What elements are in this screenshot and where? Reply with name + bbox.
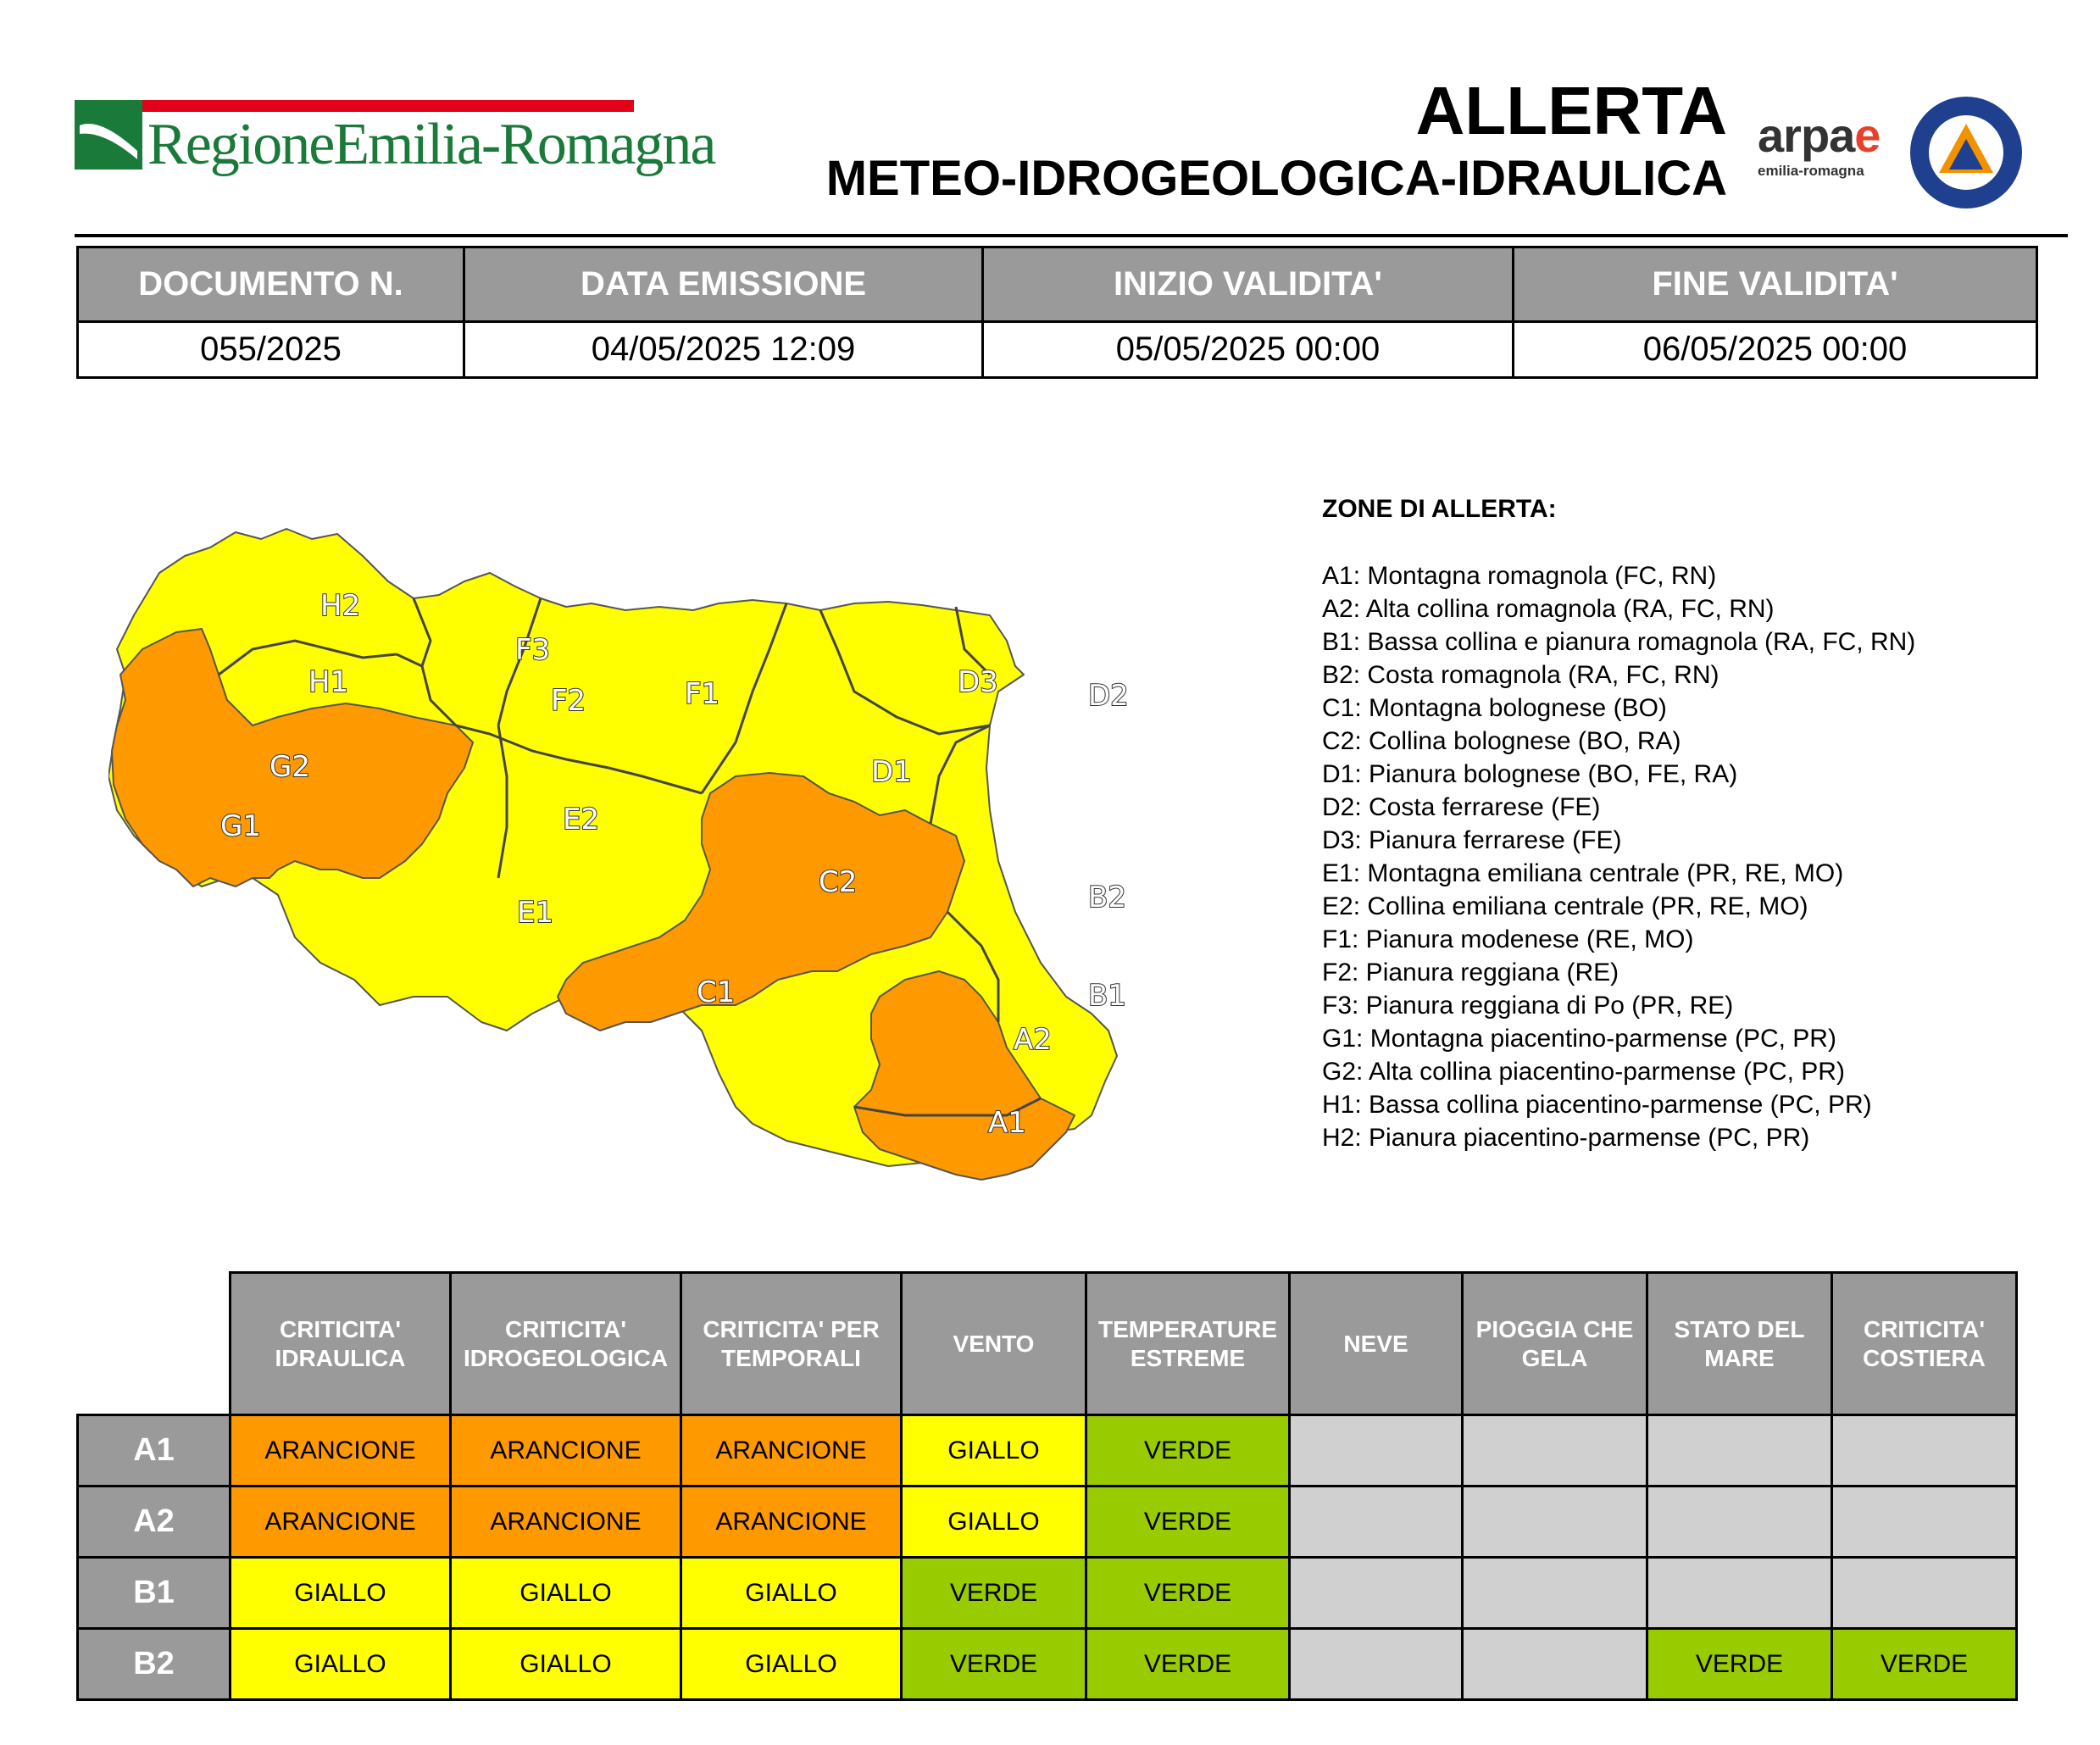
zone-item: F1: Pianura modenese (RE, MO) (1322, 925, 1694, 953)
map-label-b1: B1 (1088, 979, 1126, 1013)
zones-title: ZONE DI ALLERTA: (1322, 495, 1557, 523)
criticity-cell: VERDE (902, 1629, 1086, 1700)
region-logo-text: RegioneEmilia-Romagna (147, 112, 715, 177)
document-info-table (76, 246, 2038, 379)
criticity-cell: VERDE (1086, 1487, 1290, 1558)
criticity-cell (1290, 1629, 1463, 1700)
zone-item: E2: Collina emiliana centrale (PR, RE, MO) (1322, 892, 1808, 920)
document-value-row (78, 322, 2037, 378)
page-title: ALLERTA (1415, 73, 1727, 148)
criticity-cell (1832, 1558, 2017, 1629)
criticity-row-b2 (78, 1629, 2017, 1700)
criticity-cell: VERDE (1086, 1415, 1290, 1487)
zone-item: B1: Bassa collina e pianura romagnola (RA, FC, RN) (1322, 628, 1916, 656)
criticity-cell: VERDE (1086, 1629, 1290, 1700)
criticity-cell: VERDE (902, 1558, 1086, 1629)
criticity-corner (78, 1273, 231, 1415)
criticity-cell: ARANCIONE (231, 1415, 451, 1487)
criticity-cell (1832, 1487, 2017, 1558)
criticity-cell (1647, 1487, 1832, 1558)
row-zone-label: B2 (78, 1629, 231, 1700)
column-header-temperature-estreme: TEMPERATURE ESTREME (1086, 1273, 1290, 1415)
criticity-cell (1290, 1558, 1463, 1629)
arpae-logo-word: arpae (1758, 108, 1881, 162)
zone-item: C2: Collina bolognese (BO, RA) (1322, 727, 1681, 755)
criticity-cell (1463, 1487, 1647, 1558)
criticity-cell: GIALLO (231, 1558, 451, 1629)
criticity-cell (1832, 1415, 2017, 1487)
criticity-cell (1463, 1558, 1647, 1629)
criticity-cell: ARANCIONE (681, 1415, 902, 1487)
criticity-row-a1 (78, 1415, 2017, 1487)
criticity-cell (1290, 1415, 1463, 1487)
alert-zones-map (108, 522, 1176, 1183)
map-label-g1: G1 (220, 809, 261, 843)
logo-red-bar (108, 100, 634, 112)
map-label-b2: B2 (1088, 881, 1126, 914)
criticity-cell: VERDE (1832, 1629, 2017, 1700)
criticity-cell: VERDE (1086, 1558, 1290, 1629)
column-header-criticita-idrogeologica: CRITICITA' IDROGEOLOGICA (451, 1273, 681, 1415)
column-header-criticita-costiera: CRITICITA' COSTIERA (1832, 1273, 2017, 1415)
doc-number-header: DOCUMENTO N. (78, 247, 464, 322)
map-label-a2: A2 (1014, 1023, 1052, 1057)
map-label-c1: C1 (697, 975, 736, 1009)
page-subtitle: METEO-IDROGEOLOGICA-IDRAULICA (825, 151, 1727, 206)
arpae-logo (1758, 108, 1885, 188)
doc-emission-value: 04/05/2025 12:09 (464, 322, 983, 378)
criticity-table (76, 1271, 2018, 1701)
criticity-cell: GIALLO (902, 1487, 1086, 1558)
doc-end-header: FINE VALIDITA' (1514, 247, 2037, 322)
doc-end-value: 06/05/2025 00:00 (1514, 322, 2037, 378)
doc-start-header: INIZIO VALIDITA' (983, 247, 1514, 322)
criticity-cell (1463, 1415, 1647, 1487)
header-divider (75, 234, 2068, 237)
map-label-e2: E2 (563, 803, 600, 836)
map-label-g2: G2 (269, 750, 310, 784)
column-header-neve: NEVE (1290, 1273, 1463, 1415)
map-label-h2: H2 (320, 589, 361, 623)
criticity-cell: ARANCIONE (681, 1487, 902, 1558)
zone-item: G1: Montagna piacentino-parmense (PC, PR) (1322, 1025, 1836, 1053)
zone-item: H2: Pianura piacentino-parmense (PC, PR) (1322, 1124, 1810, 1152)
column-header-stato-del-mare: STATO DEL MARE (1647, 1273, 1832, 1415)
map-label-f3: F3 (515, 633, 551, 667)
criticity-cell: ARANCIONE (231, 1487, 451, 1558)
zone-item: D1: Pianura bolognese (BO, FE, RA) (1322, 760, 1738, 788)
column-header-vento: VENTO (902, 1273, 1086, 1415)
map-label-h1: H1 (308, 665, 349, 699)
zone-item: A1: Montagna romagnola (FC, RN) (1322, 562, 1717, 590)
criticity-cell: GIALLO (902, 1415, 1086, 1487)
criticity-cell (1647, 1558, 1832, 1629)
criticity-header-row (78, 1273, 2017, 1415)
zones-legend (1322, 495, 2068, 1154)
zone-item: B2: Costa romagnola (RA, FC, RN) (1322, 661, 1719, 689)
zone-item: E1: Montagna emiliana centrale (PR, RE, MO) (1322, 859, 1844, 887)
row-zone-label: B1 (78, 1558, 231, 1629)
criticity-cell: GIALLO (681, 1629, 902, 1700)
protezione-civile-seal-icon (1908, 95, 2024, 210)
zone-item: H1: Bassa collina piacentino-parmense (PC, PR) (1322, 1091, 1872, 1119)
map-label-c2: C2 (819, 865, 858, 899)
map-label-e1: E1 (517, 896, 554, 930)
row-zone-label: A1 (78, 1415, 231, 1487)
zone-item: D3: Pianura ferrarese (FE) (1322, 826, 1622, 854)
map-label-a1: A1 (988, 1106, 1026, 1140)
zone-item: C1: Montagna bolognese (BO) (1322, 694, 1667, 722)
zone-item: A2: Alta collina romagnola (RA, FC, RN) (1322, 595, 1775, 623)
zone-item: F3: Pianura reggiana di Po (PR, RE) (1322, 992, 1734, 1020)
criticity-body (78, 1415, 2017, 1700)
criticity-cell: GIALLO (451, 1629, 681, 1700)
criticity-cell: VERDE (1647, 1629, 1832, 1700)
zone-item: F2: Pianura reggiana (RE) (1322, 959, 1619, 986)
doc-start-value: 05/05/2025 00:00 (983, 322, 1514, 378)
column-header-criticita-idraulica: CRITICITA' IDRAULICA (231, 1273, 451, 1415)
criticity-row-a2 (78, 1487, 2017, 1558)
map-label-d1: D1 (871, 755, 912, 789)
doc-emission-header: DATA EMISSIONE (464, 247, 983, 322)
criticity-cell: GIALLO (231, 1629, 451, 1700)
zone-item: G2: Alta collina piacentino-parmense (PC, PR) (1322, 1058, 1845, 1086)
row-zone-label: A2 (78, 1487, 231, 1558)
criticity-cell: GIALLO (681, 1558, 902, 1629)
region-logo (75, 100, 715, 177)
column-header-pioggia-che-gela: PIOGGIA CHE GELA (1463, 1273, 1647, 1415)
criticity-cell: ARANCIONE (451, 1415, 681, 1487)
column-header-criticita-per-temporali: CRITICITA' PER TEMPORALI (681, 1273, 902, 1415)
map-label-d2: D2 (1088, 679, 1129, 713)
criticity-cell (1290, 1487, 1463, 1558)
region-flag-icon (75, 100, 142, 169)
criticity-cell: GIALLO (451, 1558, 681, 1629)
criticity-row-b1 (78, 1558, 2017, 1629)
zone-item: D2: Costa ferrarese (FE) (1322, 793, 1601, 821)
criticity-cell (1463, 1629, 1647, 1700)
doc-number-value: 055/2025 (78, 322, 464, 378)
map-label-f1: F1 (685, 677, 720, 711)
criticity-cell (1647, 1415, 1832, 1487)
document-header-row (78, 247, 2037, 322)
map-label-f2: F2 (551, 684, 586, 718)
arpae-logo-sub: emilia-romagna (1758, 163, 1864, 179)
criticity-cell: ARANCIONE (451, 1487, 681, 1558)
map-label-d3: D3 (958, 665, 998, 699)
